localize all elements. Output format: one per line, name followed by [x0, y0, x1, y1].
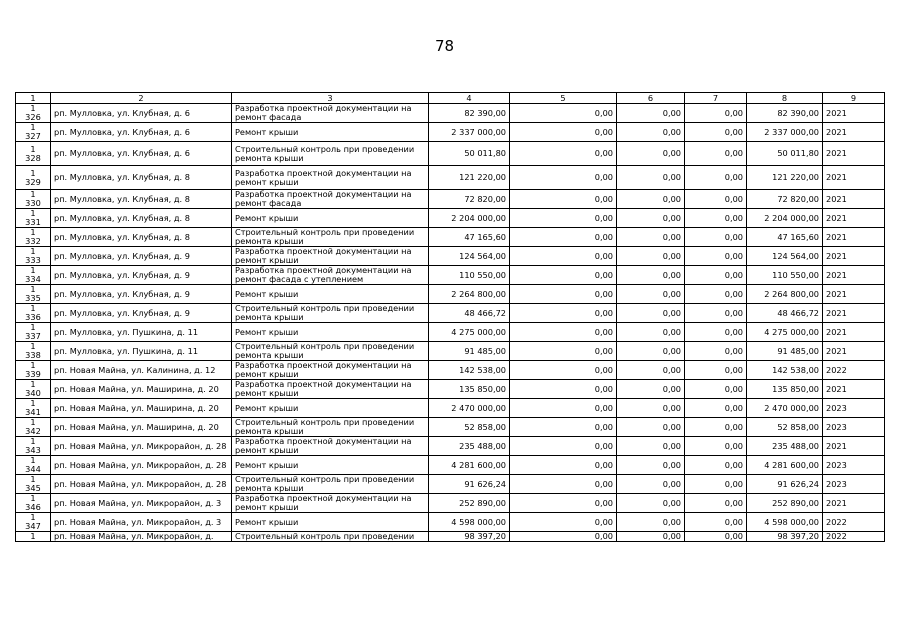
address-cell: рп. Мулловка, ул. Клубная, д. 9 [51, 247, 232, 266]
column-header: 2 [51, 93, 232, 104]
row-number-cell: 1 329 [16, 166, 51, 190]
col8-value-cell: 50 011,80 [747, 142, 823, 166]
work-type-cell: Ремонт крыши [232, 399, 429, 418]
table-row [16, 190, 885, 209]
col8-value-cell: 252 890,00 [747, 494, 823, 513]
col7-value-cell: 0,00 [685, 123, 747, 142]
total-cost-cell: 91 626,24 [429, 475, 510, 494]
col6-value-cell: 0,00 [617, 123, 685, 142]
col8-value-cell: 2 264 800,00 [747, 285, 823, 304]
table-row [16, 418, 885, 437]
row-number-cell: 1 333 [16, 247, 51, 266]
col5-value-cell: 0,00 [510, 123, 617, 142]
address-cell: рп. Новая Майна, ул. Микрорайон, д. [51, 532, 232, 542]
col8-value-cell: 135 850,00 [747, 380, 823, 399]
row-number-cell: 1 344 [16, 456, 51, 475]
address-cell: рп. Новая Майна, ул. Микрорайон, д. 3 [51, 513, 232, 532]
col7-value-cell: 0,00 [685, 190, 747, 209]
col7-value-cell: 0,00 [685, 475, 747, 494]
col8-value-cell: 91 485,00 [747, 342, 823, 361]
table-row [16, 342, 885, 361]
col7-value-cell: 0,00 [685, 532, 747, 542]
work-type-cell: Ремонт крыши [232, 513, 429, 532]
col8-value-cell: 110 550,00 [747, 266, 823, 285]
col8-value-cell: 52 858,00 [747, 418, 823, 437]
col6-value-cell: 0,00 [617, 209, 685, 228]
total-cost-cell: 135 850,00 [429, 380, 510, 399]
table-row [16, 266, 885, 285]
col8-value-cell: 98 397,20 [747, 532, 823, 542]
row-number-cell: 1 346 [16, 494, 51, 513]
work-type-cell: Разработка проектной документации на ремонт фасада [232, 104, 429, 123]
col7-value-cell: 0,00 [685, 228, 747, 247]
table-row [16, 166, 885, 190]
work-type-cell: Разработка проектной документации на ремонт фасада [232, 190, 429, 209]
year-cell: 2021 [823, 142, 885, 166]
table-row [16, 513, 885, 532]
col8-value-cell: 121 220,00 [747, 166, 823, 190]
year-cell: 2022 [823, 361, 885, 380]
col6-value-cell: 0,00 [617, 475, 685, 494]
address-cell: рп. Мулловка, ул. Клубная, д. 8 [51, 166, 232, 190]
repair-program-table [15, 92, 885, 542]
column-header: 3 [232, 93, 429, 104]
table-row [16, 456, 885, 475]
row-number-cell: 1 336 [16, 304, 51, 323]
total-cost-cell: 47 165,60 [429, 228, 510, 247]
col7-value-cell: 0,00 [685, 209, 747, 228]
col5-value-cell: 0,00 [510, 209, 617, 228]
work-type-cell: Ремонт крыши [232, 285, 429, 304]
year-cell: 2021 [823, 209, 885, 228]
row-number-cell: 1 335 [16, 285, 51, 304]
total-cost-cell: 2 264 800,00 [429, 285, 510, 304]
row-number-cell: 1 342 [16, 418, 51, 437]
col8-value-cell: 82 390,00 [747, 104, 823, 123]
address-cell: рп. Новая Майна, ул. Маширина, д. 20 [51, 380, 232, 399]
address-cell: рп. Мулловка, ул. Клубная, д. 9 [51, 304, 232, 323]
year-cell: 2023 [823, 456, 885, 475]
address-cell: рп. Мулловка, ул. Клубная, д. 9 [51, 285, 232, 304]
col6-value-cell: 0,00 [617, 532, 685, 542]
total-cost-cell: 124 564,00 [429, 247, 510, 266]
col6-value-cell: 0,00 [617, 323, 685, 342]
col7-value-cell: 0,00 [685, 494, 747, 513]
work-type-cell: Строительный контроль при проведении ремонта крыши [232, 342, 429, 361]
column-header: 5 [510, 93, 617, 104]
year-cell: 2021 [823, 285, 885, 304]
total-cost-cell: 2 470 000,00 [429, 399, 510, 418]
col5-value-cell: 0,00 [510, 361, 617, 380]
col6-value-cell: 0,00 [617, 104, 685, 123]
table-row [16, 209, 885, 228]
table-row [16, 228, 885, 247]
table-row [16, 380, 885, 399]
col6-value-cell: 0,00 [617, 142, 685, 166]
col7-value-cell: 0,00 [685, 513, 747, 532]
table-row [16, 304, 885, 323]
row-number-cell: 1 337 [16, 323, 51, 342]
address-cell: рп. Новая Майна, ул. Микрорайон, д. 28 [51, 475, 232, 494]
col5-value-cell: 0,00 [510, 190, 617, 209]
work-type-cell: Разработка проектной документации на ремонт крыши [232, 361, 429, 380]
row-number-cell: 1 326 [16, 104, 51, 123]
work-type-cell: Строительный контроль при проведении ремонта крыши [232, 304, 429, 323]
work-type-cell: Разработка проектной документации на ремонт фасада с утеплением [232, 266, 429, 285]
col8-value-cell: 4 275 000,00 [747, 323, 823, 342]
row-number-cell: 1 332 [16, 228, 51, 247]
col5-value-cell: 0,00 [510, 380, 617, 399]
address-cell: рп. Мулловка, ул. Клубная, д. 6 [51, 123, 232, 142]
total-cost-cell: 2 204 000,00 [429, 209, 510, 228]
col5-value-cell: 0,00 [510, 532, 617, 542]
col6-value-cell: 0,00 [617, 418, 685, 437]
year-cell: 2021 [823, 123, 885, 142]
year-cell: 2022 [823, 532, 885, 542]
col5-value-cell: 0,00 [510, 247, 617, 266]
address-cell: рп. Новая Майна, ул. Микрорайон, д. 28 [51, 437, 232, 456]
year-cell: 2023 [823, 399, 885, 418]
year-cell: 2021 [823, 380, 885, 399]
col8-value-cell: 91 626,24 [747, 475, 823, 494]
col8-value-cell: 2 470 000,00 [747, 399, 823, 418]
col5-value-cell: 0,00 [510, 399, 617, 418]
work-type-cell: Разработка проектной документации на ремонт крыши [232, 247, 429, 266]
col8-value-cell: 72 820,00 [747, 190, 823, 209]
year-cell: 2021 [823, 494, 885, 513]
total-cost-cell: 48 466,72 [429, 304, 510, 323]
col6-value-cell: 0,00 [617, 399, 685, 418]
work-type-cell: Ремонт крыши [232, 209, 429, 228]
col6-value-cell: 0,00 [617, 190, 685, 209]
year-cell: 2021 [823, 166, 885, 190]
col6-value-cell: 0,00 [617, 437, 685, 456]
col6-value-cell: 0,00 [617, 266, 685, 285]
total-cost-cell: 98 397,20 [429, 532, 510, 542]
total-cost-cell: 82 390,00 [429, 104, 510, 123]
col7-value-cell: 0,00 [685, 399, 747, 418]
col5-value-cell: 0,00 [510, 456, 617, 475]
col5-value-cell: 0,00 [510, 142, 617, 166]
col8-value-cell: 142 538,00 [747, 361, 823, 380]
year-cell: 2021 [823, 304, 885, 323]
work-type-cell: Разработка проектной документации на ремонт крыши [232, 166, 429, 190]
col5-value-cell: 0,00 [510, 475, 617, 494]
address-cell: рп. Мулловка, ул. Клубная, д. 9 [51, 266, 232, 285]
total-cost-cell: 52 858,00 [429, 418, 510, 437]
table-body [16, 104, 885, 542]
address-cell: рп. Мулловка, ул. Пушкина, д. 11 [51, 342, 232, 361]
total-cost-cell: 110 550,00 [429, 266, 510, 285]
col6-value-cell: 0,00 [617, 228, 685, 247]
address-cell: рп. Мулловка, ул. Клубная, д. 6 [51, 142, 232, 166]
year-cell: 2023 [823, 418, 885, 437]
work-type-cell: Строительный контроль при проведении [232, 532, 429, 542]
column-header: 7 [685, 93, 747, 104]
total-cost-cell: 4 275 000,00 [429, 323, 510, 342]
column-header: 9 [823, 93, 885, 104]
year-cell: 2021 [823, 104, 885, 123]
work-type-cell: Ремонт крыши [232, 123, 429, 142]
work-type-cell: Ремонт крыши [232, 323, 429, 342]
col8-value-cell: 4 598 000,00 [747, 513, 823, 532]
row-number-cell: 1 341 [16, 399, 51, 418]
work-type-cell: Строительный контроль при проведении ремонта крыши [232, 142, 429, 166]
col7-value-cell: 0,00 [685, 166, 747, 190]
table-row [16, 361, 885, 380]
col6-value-cell: 0,00 [617, 304, 685, 323]
col8-value-cell: 4 281 600,00 [747, 456, 823, 475]
year-cell: 2021 [823, 342, 885, 361]
address-cell: рп. Мулловка, ул. Клубная, д. 8 [51, 228, 232, 247]
address-cell: рп. Мулловка, ул. Клубная, д. 8 [51, 190, 232, 209]
col5-value-cell: 0,00 [510, 285, 617, 304]
total-cost-cell: 91 485,00 [429, 342, 510, 361]
col5-value-cell: 0,00 [510, 104, 617, 123]
col7-value-cell: 0,00 [685, 285, 747, 304]
col5-value-cell: 0,00 [510, 323, 617, 342]
col7-value-cell: 0,00 [685, 323, 747, 342]
row-number-cell: 1 [16, 532, 51, 542]
address-cell: рп. Мулловка, ул. Клубная, д. 8 [51, 209, 232, 228]
total-cost-cell: 4 281 600,00 [429, 456, 510, 475]
column-number-row [16, 93, 885, 104]
col7-value-cell: 0,00 [685, 142, 747, 166]
column-header: 6 [617, 93, 685, 104]
address-cell: рп. Мулловка, ул. Клубная, д. 6 [51, 104, 232, 123]
col6-value-cell: 0,00 [617, 456, 685, 475]
row-number-cell: 1 343 [16, 437, 51, 456]
year-cell: 2021 [823, 437, 885, 456]
col7-value-cell: 0,00 [685, 361, 747, 380]
col6-value-cell: 0,00 [617, 166, 685, 190]
col5-value-cell: 0,00 [510, 228, 617, 247]
table-row [16, 494, 885, 513]
col6-value-cell: 0,00 [617, 342, 685, 361]
table-row [16, 142, 885, 166]
col7-value-cell: 0,00 [685, 342, 747, 361]
year-cell: 2021 [823, 323, 885, 342]
work-type-cell: Разработка проектной документации на ремонт крыши [232, 494, 429, 513]
row-number-cell: 1 328 [16, 142, 51, 166]
col8-value-cell: 2 204 000,00 [747, 209, 823, 228]
table-row [16, 437, 885, 456]
page-number: 78 [434, 37, 455, 55]
col5-value-cell: 0,00 [510, 418, 617, 437]
col8-value-cell: 124 564,00 [747, 247, 823, 266]
address-cell: рп. Мулловка, ул. Пушкина, д. 11 [51, 323, 232, 342]
col7-value-cell: 0,00 [685, 456, 747, 475]
table-row [16, 475, 885, 494]
column-header: 8 [747, 93, 823, 104]
work-type-cell: Строительный контроль при проведении ремонта крыши [232, 228, 429, 247]
col5-value-cell: 0,00 [510, 513, 617, 532]
table-row [16, 123, 885, 142]
col7-value-cell: 0,00 [685, 418, 747, 437]
work-type-cell: Строительный контроль при проведении ремонта крыши [232, 475, 429, 494]
col5-value-cell: 0,00 [510, 166, 617, 190]
address-cell: рп. Новая Майна, ул. Маширина, д. 20 [51, 399, 232, 418]
row-number-cell: 1 327 [16, 123, 51, 142]
col6-value-cell: 0,00 [617, 285, 685, 304]
row-number-cell: 1 340 [16, 380, 51, 399]
col8-value-cell: 47 165,60 [747, 228, 823, 247]
col7-value-cell: 0,00 [685, 437, 747, 456]
col7-value-cell: 0,00 [685, 304, 747, 323]
col6-value-cell: 0,00 [617, 513, 685, 532]
row-number-cell: 1 338 [16, 342, 51, 361]
table-row [16, 104, 885, 123]
col5-value-cell: 0,00 [510, 437, 617, 456]
work-type-cell: Разработка проектной документации на ремонт крыши [232, 380, 429, 399]
address-cell: рп. Новая Майна, ул. Маширина, д. 20 [51, 418, 232, 437]
year-cell: 2022 [823, 513, 885, 532]
column-header: 1 [16, 93, 51, 104]
column-header: 4 [429, 93, 510, 104]
col5-value-cell: 0,00 [510, 494, 617, 513]
col5-value-cell: 0,00 [510, 342, 617, 361]
col8-value-cell: 2 337 000,00 [747, 123, 823, 142]
year-cell: 2021 [823, 228, 885, 247]
address-cell: рп. Новая Майна, ул. Калинина, д. 12 [51, 361, 232, 380]
col7-value-cell: 0,00 [685, 380, 747, 399]
col6-value-cell: 0,00 [617, 494, 685, 513]
col8-value-cell: 48 466,72 [747, 304, 823, 323]
total-cost-cell: 235 488,00 [429, 437, 510, 456]
work-type-cell: Ремонт крыши [232, 456, 429, 475]
work-type-cell: Строительный контроль при проведении ремонта крыши [232, 418, 429, 437]
address-cell: рп. Новая Майна, ул. Микрорайон, д. 3 [51, 494, 232, 513]
row-number-cell: 1 347 [16, 513, 51, 532]
total-cost-cell: 142 538,00 [429, 361, 510, 380]
total-cost-cell: 4 598 000,00 [429, 513, 510, 532]
col5-value-cell: 0,00 [510, 266, 617, 285]
year-cell: 2021 [823, 266, 885, 285]
work-type-cell: Разработка проектной документации на ремонт крыши [232, 437, 429, 456]
total-cost-cell: 72 820,00 [429, 190, 510, 209]
year-cell: 2021 [823, 247, 885, 266]
address-cell: рп. Новая Майна, ул. Микрорайон, д. 28 [51, 456, 232, 475]
col8-value-cell: 235 488,00 [747, 437, 823, 456]
total-cost-cell: 252 890,00 [429, 494, 510, 513]
total-cost-cell: 2 337 000,00 [429, 123, 510, 142]
total-cost-cell: 121 220,00 [429, 166, 510, 190]
table-row [16, 532, 885, 542]
year-cell: 2021 [823, 190, 885, 209]
col7-value-cell: 0,00 [685, 247, 747, 266]
col5-value-cell: 0,00 [510, 304, 617, 323]
col7-value-cell: 0,00 [685, 266, 747, 285]
col6-value-cell: 0,00 [617, 247, 685, 266]
row-number-cell: 1 334 [16, 266, 51, 285]
row-number-cell: 1 345 [16, 475, 51, 494]
table-row [16, 285, 885, 304]
table-row [16, 399, 885, 418]
col6-value-cell: 0,00 [617, 380, 685, 399]
row-number-cell: 1 331 [16, 209, 51, 228]
col6-value-cell: 0,00 [617, 361, 685, 380]
col7-value-cell: 0,00 [685, 104, 747, 123]
row-number-cell: 1 339 [16, 361, 51, 380]
year-cell: 2023 [823, 475, 885, 494]
row-number-cell: 1 330 [16, 190, 51, 209]
table-row [16, 247, 885, 266]
table-row [16, 323, 885, 342]
total-cost-cell: 50 011,80 [429, 142, 510, 166]
